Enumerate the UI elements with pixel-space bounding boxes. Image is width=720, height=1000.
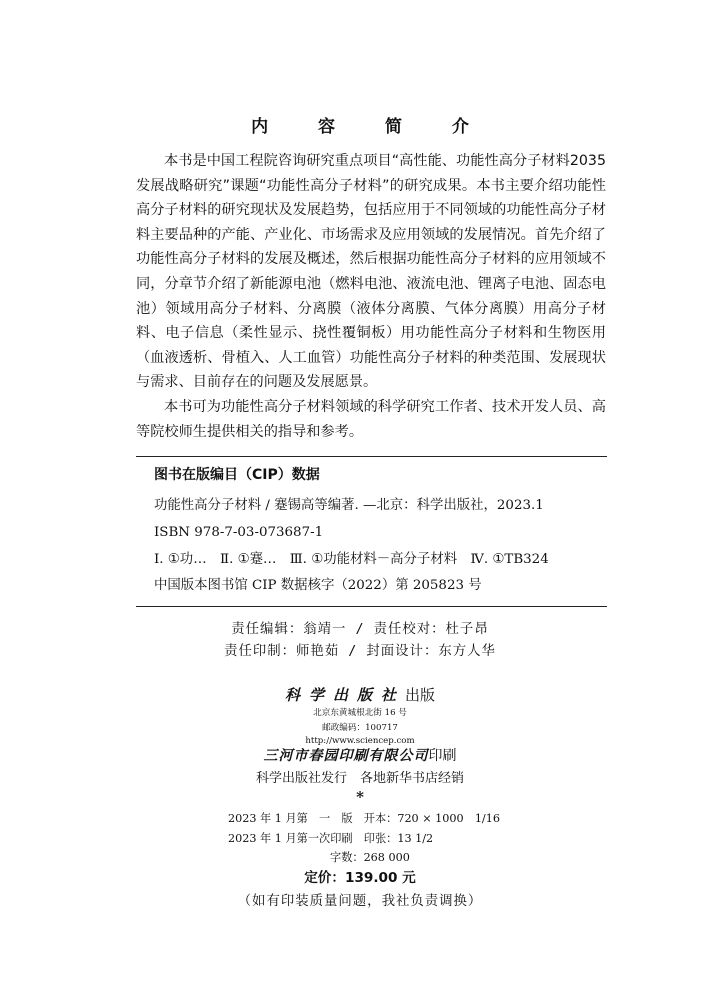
cip-record-line: 中国版本图书馆 CIP 数据核字（2022）第 205823 号 (154, 578, 482, 593)
distribution-line: 科学出版社发行 各地新华书店经销 (255, 771, 464, 786)
printing-line: 2023 年 1 月第一次印刷 印张：13 1/2 (228, 832, 434, 845)
publisher-name (0, 684, 720, 705)
quality-notice: （如有印装质量问题，我社负责调换） (237, 894, 483, 909)
printer-name (0, 745, 720, 765)
publisher-url: http://www.sciencep.com (305, 736, 415, 746)
cip-block (154, 462, 604, 595)
printer-logo-text: 三河市春园印刷有限公司 (263, 748, 429, 764)
cip-heading: 图书在版编目（CIP）数据 (154, 467, 320, 483)
editor-credits: 责任编辑：翁靖一 / 责任校对：杜子昂 (231, 622, 489, 637)
separator-star: * (356, 788, 364, 806)
publisher-logo-text: 科学出版社 (284, 686, 405, 704)
publisher-suffix: 出版 (405, 686, 436, 704)
cip-isbn-line: ISBN 978-7-03-073687-1 (154, 525, 324, 540)
summary-title: 内 容 简 介 (251, 117, 491, 137)
edition-line: 2023 年 1 月第 一 版 开本：720 × 1000 1/16 (228, 812, 500, 825)
cip-title-line: 功能性高分子材料 / 蹇锡高等编著. —北京：科学出版社，2023.1 (154, 498, 544, 513)
printer-suffix: 印刷 (428, 748, 457, 764)
summary-body (136, 149, 606, 444)
cip-top-divider (136, 456, 607, 457)
publisher-postcode: 邮政编码：100717 (322, 723, 398, 733)
cip-bottom-divider (136, 606, 607, 607)
word-count: 字数：268 000 (330, 851, 410, 864)
cip-classification-line: Ⅰ. ①功… Ⅱ. ①蹇… Ⅲ. ①功能材料－高分子材料 Ⅳ. ①TB324 (154, 552, 549, 567)
production-credits: 责任印制：师艳茹 / 封面设计：东方人华 (224, 644, 496, 659)
price: 定价：139.00 元 (304, 870, 416, 886)
publisher-address: 北京东黄城根北街 16 号 (313, 708, 407, 718)
summary-paragraph-1: 本书是中国工程院咨询研究重点项目“高性能、功能性高分子材料2035 发展战略研究”课题“功能性高分子材料”的研究成果。本书主要介绍功能性高分子材料的研究现状及发展趋势，包括应用于不同领域的功能性高分子材料主要品种的产能、产业化、市场需求及应用领域的发展情况。首先介绍了功能性高分子材料的发展及概述，然后根据功能性高分子材料的应用领域不同，分章节介绍了新能源电池（燃料电池、液流电池、锂离子电池、固态电池）领域用高分子材料、分离膜（液体分离膜、气体分离膜）用高分子材料、电子信息（柔性显示、挠性覆铜板）用功能性高分子材料和生物医用（血液透析、骨植入、人工血管）功能性高分子材料的种类范围、发展现状与需求、目前存在的问题及发展愿景。 (136, 153, 606, 391)
summary-paragraph-2: 本书可为功能性高分子材料领域的科学研究工作者、技术开发人员、高等院校师生提供相关的指导和参考。 (136, 398, 606, 440)
